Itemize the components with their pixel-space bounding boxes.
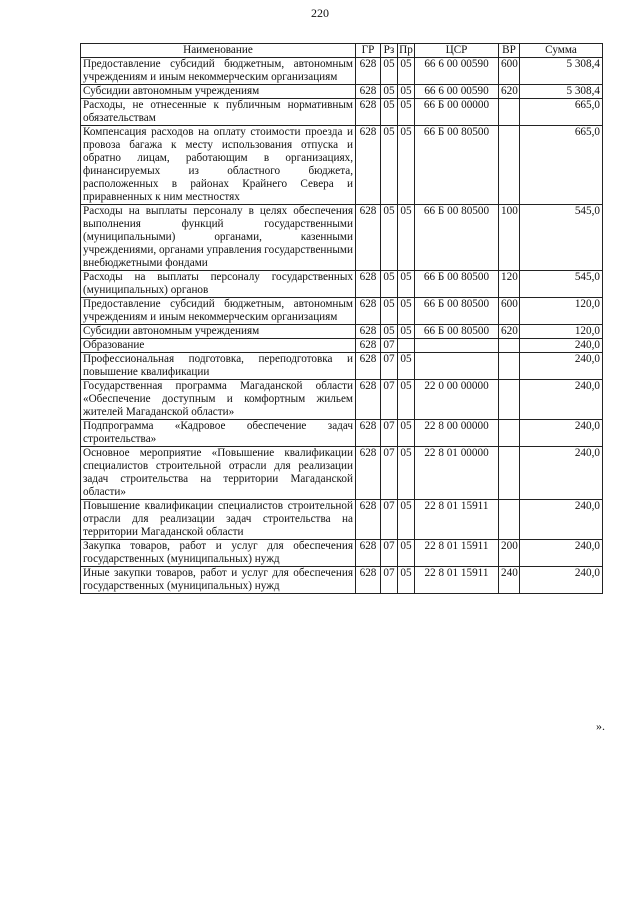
row-vr <box>499 500 520 540</box>
row-csr: 22 8 00 00000 <box>415 420 499 447</box>
row-gr: 628 <box>356 99 381 126</box>
row-rz: 07 <box>381 567 398 594</box>
row-pr: 05 <box>398 205 415 271</box>
row-rz: 07 <box>381 353 398 380</box>
row-name: Расходы на выплаты персоналу государственных (муниципальных) органов <box>81 271 356 298</box>
row-sum: 240,0 <box>520 353 603 380</box>
table-row <box>81 85 603 99</box>
row-pr: 05 <box>398 58 415 85</box>
row-pr: 05 <box>398 99 415 126</box>
row-csr: 22 0 00 00000 <box>415 380 499 420</box>
row-sum: 240,0 <box>520 447 603 500</box>
table-row <box>81 540 603 567</box>
row-pr: 05 <box>398 380 415 420</box>
row-sum: 665,0 <box>520 126 603 205</box>
row-sum: 5 308,4 <box>520 85 603 99</box>
row-rz: 07 <box>381 339 398 353</box>
header-pr: Пр <box>399 44 413 56</box>
row-gr: 628 <box>356 126 381 205</box>
row-gr: 628 <box>356 500 381 540</box>
row-sum: 545,0 <box>520 271 603 298</box>
row-csr: 22 8 01 00000 <box>415 447 499 500</box>
row-gr: 628 <box>356 298 381 325</box>
row-name: Компенсация расходов на оплату стоимости проезда и провоза багажа к месту использования отпуска и обратно лицам, работающим в организациях, финансируемых из областного бюджета, расположенных в районах Крайнего Севера и приравненных к ним местностях <box>81 126 356 205</box>
row-rz: 05 <box>381 126 398 205</box>
row-rz: 07 <box>381 500 398 540</box>
row-csr: 22 8 01 15911 <box>415 540 499 567</box>
row-gr: 628 <box>356 339 381 353</box>
page-number: 220 <box>311 6 329 20</box>
row-vr <box>499 339 520 353</box>
row-rz: 05 <box>381 298 398 325</box>
header-vr: ВР <box>499 44 520 58</box>
row-name: Иные закупки товаров, работ и услуг для обеспечения государственных (муниципальных) нужд <box>81 567 356 594</box>
table-row <box>81 99 603 126</box>
row-name: Подпрограмма «Кадровое обеспечение задач строительства» <box>81 420 356 447</box>
table-row <box>81 339 603 353</box>
header-gr: ГР <box>356 44 381 58</box>
row-pr: 05 <box>398 325 415 339</box>
row-csr: 66 6 00 00590 <box>415 85 499 99</box>
row-pr: 05 <box>398 540 415 567</box>
row-rz: 07 <box>381 420 398 447</box>
table-header-row <box>81 44 603 58</box>
row-sum: 120,0 <box>520 325 603 339</box>
row-csr: 22 8 01 15911 <box>415 500 499 540</box>
row-sum: 240,0 <box>520 567 603 594</box>
row-gr: 628 <box>356 380 381 420</box>
row-vr <box>499 99 520 126</box>
row-pr: 05 <box>398 126 415 205</box>
row-name: Субсидии автономным учреждениям <box>81 325 356 339</box>
row-sum: 240,0 <box>520 420 603 447</box>
row-rz: 05 <box>381 271 398 298</box>
row-gr: 628 <box>356 540 381 567</box>
header-sum: Сумма <box>520 44 603 58</box>
row-rz: 07 <box>381 540 398 567</box>
row-rz: 07 <box>381 380 398 420</box>
table-row <box>81 325 603 339</box>
row-name: Расходы на выплаты персоналу в целях обеспечения выполнения функций государственными (муниципальными) органами, казенными учреждениями, органами управления государственными внебюджетными фондами <box>81 205 356 271</box>
row-pr: 05 <box>398 298 415 325</box>
row-gr: 628 <box>356 447 381 500</box>
row-pr: 05 <box>398 85 415 99</box>
row-pr: 05 <box>398 447 415 500</box>
row-pr: 05 <box>398 567 415 594</box>
row-sum: 240,0 <box>520 380 603 420</box>
row-sum: 240,0 <box>520 339 603 353</box>
row-pr: 05 <box>398 420 415 447</box>
row-gr: 628 <box>356 58 381 85</box>
row-gr: 628 <box>356 567 381 594</box>
row-vr: 240 <box>499 567 520 594</box>
row-gr: 628 <box>356 420 381 447</box>
row-csr: 66 Б 00 00000 <box>415 99 499 126</box>
row-rz: 05 <box>381 205 398 271</box>
table-row <box>81 353 603 380</box>
row-rz: 07 <box>381 447 398 500</box>
row-sum: 240,0 <box>520 500 603 540</box>
row-csr: 22 8 01 15911 <box>415 567 499 594</box>
header-csr: ЦСР <box>415 44 499 58</box>
table-row <box>81 500 603 540</box>
closing-mark: ». <box>596 719 605 733</box>
row-vr: 600 <box>499 298 520 325</box>
row-vr <box>499 353 520 380</box>
row-csr: 66 Б 00 80500 <box>415 126 499 205</box>
row-csr <box>415 353 499 380</box>
row-csr <box>415 339 499 353</box>
row-csr: 66 Б 00 80500 <box>415 205 499 271</box>
row-name: Закупка товаров, работ и услуг для обеспечения государственных (муниципальных) нужд <box>81 540 356 567</box>
row-csr: 66 Б 00 80500 <box>415 298 499 325</box>
row-rz: 05 <box>381 58 398 85</box>
row-name: Профессиональная подготовка, переподготовка и повышение квалификации <box>81 353 356 380</box>
table-row <box>81 126 603 205</box>
row-sum: 545,0 <box>520 205 603 271</box>
budget-table <box>80 43 603 594</box>
row-vr: 100 <box>499 205 520 271</box>
header-rz: Рз <box>381 44 398 58</box>
table-row <box>81 567 603 594</box>
row-name: Предоставление субсидий бюджетным, автономным учреждениям и иным некоммерческим организациям <box>81 298 356 325</box>
row-vr: 620 <box>499 85 520 99</box>
table-row <box>81 447 603 500</box>
table-row <box>81 420 603 447</box>
row-name: Повышение квалификации специалистов строительной отрасли для реализации задач строительства на территории Магаданской области <box>81 500 356 540</box>
row-csr: 66 Б 00 80500 <box>415 325 499 339</box>
row-name: Образование <box>81 339 356 353</box>
row-vr <box>499 126 520 205</box>
row-gr: 628 <box>356 325 381 339</box>
row-pr: 05 <box>398 353 415 380</box>
table-row <box>81 205 603 271</box>
row-gr: 628 <box>356 85 381 99</box>
row-pr: 05 <box>398 271 415 298</box>
row-csr: 66 6 00 00590 <box>415 58 499 85</box>
row-vr: 200 <box>499 540 520 567</box>
row-vr <box>499 380 520 420</box>
table-row <box>81 298 603 325</box>
row-sum: 120,0 <box>520 298 603 325</box>
header-name: Наименование <box>81 44 356 58</box>
row-gr: 628 <box>356 205 381 271</box>
row-pr <box>398 339 415 353</box>
row-vr: 120 <box>499 271 520 298</box>
row-name: Основное мероприятие «Повышение квалификации специалистов строительной отрасли для реализации задач строительства на территории Магаданской области» <box>81 447 356 500</box>
row-name: Государственная программа Магаданской области «Обеспечение доступным и комфортным жильем жителей Магаданской области» <box>81 380 356 420</box>
row-name: Расходы, не отнесенные к публичным нормативным обязательствам <box>81 99 356 126</box>
row-sum: 665,0 <box>520 99 603 126</box>
row-rz: 05 <box>381 325 398 339</box>
row-name: Субсидии автономным учреждениям <box>81 85 356 99</box>
table-row <box>81 271 603 298</box>
row-gr: 628 <box>356 353 381 380</box>
row-rz: 05 <box>381 85 398 99</box>
row-rz: 05 <box>381 99 398 126</box>
row-pr: 05 <box>398 500 415 540</box>
row-vr: 600 <box>499 58 520 85</box>
table-row <box>81 380 603 420</box>
row-vr: 620 <box>499 325 520 339</box>
row-sum: 5 308,4 <box>520 58 603 85</box>
row-gr: 628 <box>356 271 381 298</box>
row-vr <box>499 420 520 447</box>
row-csr: 66 Б 00 80500 <box>415 271 499 298</box>
row-sum: 240,0 <box>520 540 603 567</box>
table-row <box>81 58 603 85</box>
row-name: Предоставление субсидий бюджетным, автономным учреждениям и иным некоммерческим организациям <box>81 58 356 85</box>
row-vr <box>499 447 520 500</box>
